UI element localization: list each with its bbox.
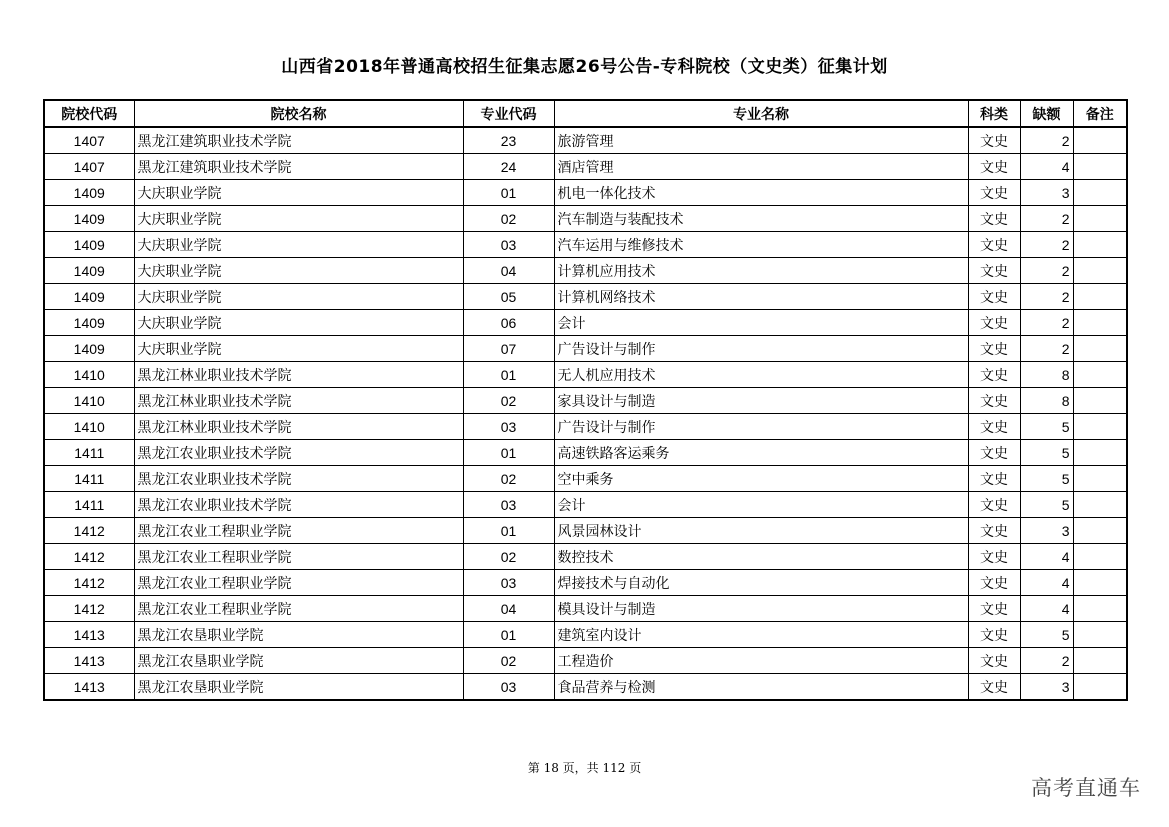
table-row — [44, 206, 1127, 232]
cell-category: 文史 — [968, 492, 1020, 518]
cell-note — [1073, 518, 1127, 544]
cell-vacancy: 5 — [1020, 440, 1073, 466]
cell-vacancy: 3 — [1020, 180, 1073, 206]
cell-major-name: 焊接技术与自动化 — [554, 570, 968, 596]
table-row — [44, 388, 1127, 414]
cell-note — [1073, 336, 1127, 362]
cell-school-code: 1409 — [44, 310, 134, 336]
cell-vacancy: 8 — [1020, 362, 1073, 388]
table-row — [44, 492, 1127, 518]
cell-note — [1073, 127, 1127, 154]
cell-school-code: 1409 — [44, 180, 134, 206]
cell-major-name: 旅游管理 — [554, 127, 968, 154]
cell-school-code: 1407 — [44, 127, 134, 154]
cell-school-code: 1409 — [44, 232, 134, 258]
table-row — [44, 518, 1127, 544]
cell-category: 文史 — [968, 544, 1020, 570]
cell-major-code: 02 — [463, 648, 554, 674]
cell-school-code: 1411 — [44, 440, 134, 466]
cell-school-code: 1413 — [44, 622, 134, 648]
table-row — [44, 622, 1127, 648]
cell-major-code: 02 — [463, 388, 554, 414]
table-row — [44, 362, 1127, 388]
cell-note — [1073, 284, 1127, 310]
cell-major-name: 机电一体化技术 — [554, 180, 968, 206]
cell-note — [1073, 206, 1127, 232]
header-school-code: 院校代码 — [44, 100, 134, 127]
header-category: 科类 — [968, 100, 1020, 127]
cell-major-code: 24 — [463, 154, 554, 180]
cell-note — [1073, 544, 1127, 570]
watermark: 高考直通车 — [1031, 776, 1141, 800]
cell-school-name: 黑龙江农业工程职业学院 — [134, 544, 463, 570]
table-body — [44, 127, 1127, 700]
cell-school-name: 黑龙江建筑职业技术学院 — [134, 154, 463, 180]
cell-school-code: 1413 — [44, 648, 134, 674]
cell-school-code: 1409 — [44, 206, 134, 232]
page-footer: 第 18 页，共 112 页 — [527, 761, 642, 775]
table-row — [44, 544, 1127, 570]
cell-major-code: 02 — [463, 206, 554, 232]
cell-vacancy: 3 — [1020, 518, 1073, 544]
cell-major-code: 03 — [463, 232, 554, 258]
cell-major-code: 01 — [463, 518, 554, 544]
cell-vacancy: 4 — [1020, 596, 1073, 622]
cell-school-name: 黑龙江农业职业技术学院 — [134, 466, 463, 492]
cell-vacancy: 2 — [1020, 232, 1073, 258]
cell-note — [1073, 648, 1127, 674]
table-row — [44, 310, 1127, 336]
cell-category: 文史 — [968, 336, 1020, 362]
cell-school-code: 1409 — [44, 336, 134, 362]
table-header-row — [44, 100, 1127, 127]
cell-vacancy: 2 — [1020, 127, 1073, 154]
table-row — [44, 466, 1127, 492]
enrollment-plan-table — [43, 99, 1128, 701]
cell-major-name: 工程造价 — [554, 648, 968, 674]
cell-major-name: 汽车制造与装配技术 — [554, 206, 968, 232]
cell-school-name: 黑龙江农垦职业学院 — [134, 648, 463, 674]
table-row — [44, 258, 1127, 284]
cell-major-name: 家具设计与制造 — [554, 388, 968, 414]
cell-vacancy: 5 — [1020, 492, 1073, 518]
header-major-name: 专业名称 — [554, 100, 968, 127]
cell-major-name: 计算机网络技术 — [554, 284, 968, 310]
cell-note — [1073, 258, 1127, 284]
cell-vacancy: 2 — [1020, 258, 1073, 284]
cell-school-name: 黑龙江农业工程职业学院 — [134, 518, 463, 544]
header-major-code: 专业代码 — [463, 100, 554, 127]
table-row — [44, 440, 1127, 466]
cell-category: 文史 — [968, 518, 1020, 544]
table-row — [44, 232, 1127, 258]
cell-note — [1073, 570, 1127, 596]
cell-vacancy: 2 — [1020, 310, 1073, 336]
cell-school-code: 1407 — [44, 154, 134, 180]
cell-category: 文史 — [968, 127, 1020, 154]
cell-vacancy: 8 — [1020, 388, 1073, 414]
cell-major-code: 06 — [463, 310, 554, 336]
cell-category: 文史 — [968, 674, 1020, 701]
cell-note — [1073, 674, 1127, 701]
cell-school-name: 大庆职业学院 — [134, 258, 463, 284]
cell-category: 文史 — [968, 440, 1020, 466]
cell-note — [1073, 622, 1127, 648]
table-row — [44, 674, 1127, 701]
cell-major-name: 会计 — [554, 310, 968, 336]
cell-category: 文史 — [968, 648, 1020, 674]
cell-major-code: 02 — [463, 544, 554, 570]
cell-school-name: 大庆职业学院 — [134, 232, 463, 258]
cell-school-code: 1410 — [44, 362, 134, 388]
cell-category: 文史 — [968, 154, 1020, 180]
cell-major-name: 无人机应用技术 — [554, 362, 968, 388]
cell-major-name: 建筑室内设计 — [554, 622, 968, 648]
cell-major-name: 酒店管理 — [554, 154, 968, 180]
header-school-name: 院校名称 — [134, 100, 463, 127]
header-vacancy: 缺额 — [1020, 100, 1073, 127]
cell-school-code: 1413 — [44, 674, 134, 701]
cell-major-name: 空中乘务 — [554, 466, 968, 492]
cell-vacancy: 4 — [1020, 154, 1073, 180]
cell-school-name: 大庆职业学院 — [134, 336, 463, 362]
cell-major-code: 03 — [463, 674, 554, 701]
cell-vacancy: 3 — [1020, 674, 1073, 701]
cell-school-code: 1409 — [44, 284, 134, 310]
cell-note — [1073, 310, 1127, 336]
cell-school-name: 黑龙江林业职业技术学院 — [134, 388, 463, 414]
cell-major-code: 05 — [463, 284, 554, 310]
cell-school-name: 黑龙江农垦职业学院 — [134, 622, 463, 648]
cell-major-code: 01 — [463, 180, 554, 206]
cell-school-name: 大庆职业学院 — [134, 180, 463, 206]
table-row — [44, 336, 1127, 362]
cell-school-name: 黑龙江农业工程职业学院 — [134, 596, 463, 622]
cell-school-code: 1412 — [44, 570, 134, 596]
cell-school-code: 1410 — [44, 388, 134, 414]
cell-note — [1073, 440, 1127, 466]
cell-school-name: 黑龙江农垦职业学院 — [134, 674, 463, 701]
cell-school-name: 黑龙江建筑职业技术学院 — [134, 127, 463, 154]
document-title: 山西省2018年普通高校招生征集志愿26号公告-专科院校（文史类）征集计划 — [281, 57, 888, 77]
cell-category: 文史 — [968, 258, 1020, 284]
cell-school-code: 1412 — [44, 544, 134, 570]
cell-vacancy: 2 — [1020, 648, 1073, 674]
cell-note — [1073, 492, 1127, 518]
cell-note — [1073, 154, 1127, 180]
cell-category: 文史 — [968, 414, 1020, 440]
cell-school-name: 黑龙江农业工程职业学院 — [134, 570, 463, 596]
cell-vacancy: 5 — [1020, 414, 1073, 440]
table-row — [44, 648, 1127, 674]
cell-major-name: 模具设计与制造 — [554, 596, 968, 622]
cell-vacancy: 5 — [1020, 466, 1073, 492]
cell-note — [1073, 362, 1127, 388]
cell-note — [1073, 388, 1127, 414]
cell-category: 文史 — [968, 570, 1020, 596]
cell-vacancy: 5 — [1020, 622, 1073, 648]
cell-major-code: 04 — [463, 596, 554, 622]
cell-school-name: 大庆职业学院 — [134, 206, 463, 232]
cell-vacancy: 2 — [1020, 284, 1073, 310]
cell-school-code: 1409 — [44, 258, 134, 284]
cell-school-name: 黑龙江农业职业技术学院 — [134, 440, 463, 466]
cell-school-code: 1412 — [44, 518, 134, 544]
cell-major-name: 食品营养与检测 — [554, 674, 968, 701]
cell-major-name: 广告设计与制作 — [554, 414, 968, 440]
table-row — [44, 414, 1127, 440]
cell-major-code: 07 — [463, 336, 554, 362]
cell-vacancy: 4 — [1020, 544, 1073, 570]
table-row — [44, 180, 1127, 206]
cell-school-name: 黑龙江农业职业技术学院 — [134, 492, 463, 518]
cell-major-name: 广告设计与制作 — [554, 336, 968, 362]
cell-major-name: 会计 — [554, 492, 968, 518]
cell-category: 文史 — [968, 388, 1020, 414]
cell-vacancy: 2 — [1020, 336, 1073, 362]
header-note: 备注 — [1073, 100, 1127, 127]
cell-major-code: 03 — [463, 570, 554, 596]
cell-major-code: 03 — [463, 414, 554, 440]
cell-major-code: 04 — [463, 258, 554, 284]
cell-major-code: 01 — [463, 362, 554, 388]
cell-vacancy: 4 — [1020, 570, 1073, 596]
cell-category: 文史 — [968, 284, 1020, 310]
cell-major-name: 数控技术 — [554, 544, 968, 570]
cell-category: 文史 — [968, 232, 1020, 258]
table-row — [44, 127, 1127, 154]
cell-major-name: 汽车运用与维修技术 — [554, 232, 968, 258]
cell-school-name: 大庆职业学院 — [134, 310, 463, 336]
cell-school-code: 1411 — [44, 492, 134, 518]
table-row — [44, 570, 1127, 596]
cell-school-code: 1411 — [44, 466, 134, 492]
table-row — [44, 154, 1127, 180]
cell-major-name: 高速铁路客运乘务 — [554, 440, 968, 466]
cell-vacancy: 2 — [1020, 206, 1073, 232]
cell-note — [1073, 232, 1127, 258]
cell-category: 文史 — [968, 622, 1020, 648]
table-row — [44, 284, 1127, 310]
cell-school-code: 1412 — [44, 596, 134, 622]
cell-note — [1073, 414, 1127, 440]
cell-major-code: 03 — [463, 492, 554, 518]
cell-note — [1073, 596, 1127, 622]
table-row — [44, 596, 1127, 622]
cell-category: 文史 — [968, 180, 1020, 206]
cell-major-code: 23 — [463, 127, 554, 154]
cell-major-name: 计算机应用技术 — [554, 258, 968, 284]
cell-major-code: 02 — [463, 466, 554, 492]
cell-school-code: 1410 — [44, 414, 134, 440]
cell-category: 文史 — [968, 362, 1020, 388]
cell-major-code: 01 — [463, 440, 554, 466]
cell-school-name: 黑龙江林业职业技术学院 — [134, 362, 463, 388]
cell-category: 文史 — [968, 466, 1020, 492]
cell-major-name: 风景园林设计 — [554, 518, 968, 544]
cell-school-name: 大庆职业学院 — [134, 284, 463, 310]
cell-major-code: 01 — [463, 622, 554, 648]
cell-note — [1073, 180, 1127, 206]
cell-school-name: 黑龙江林业职业技术学院 — [134, 414, 463, 440]
cell-category: 文史 — [968, 596, 1020, 622]
cell-category: 文史 — [968, 206, 1020, 232]
cell-category: 文史 — [968, 310, 1020, 336]
cell-note — [1073, 466, 1127, 492]
